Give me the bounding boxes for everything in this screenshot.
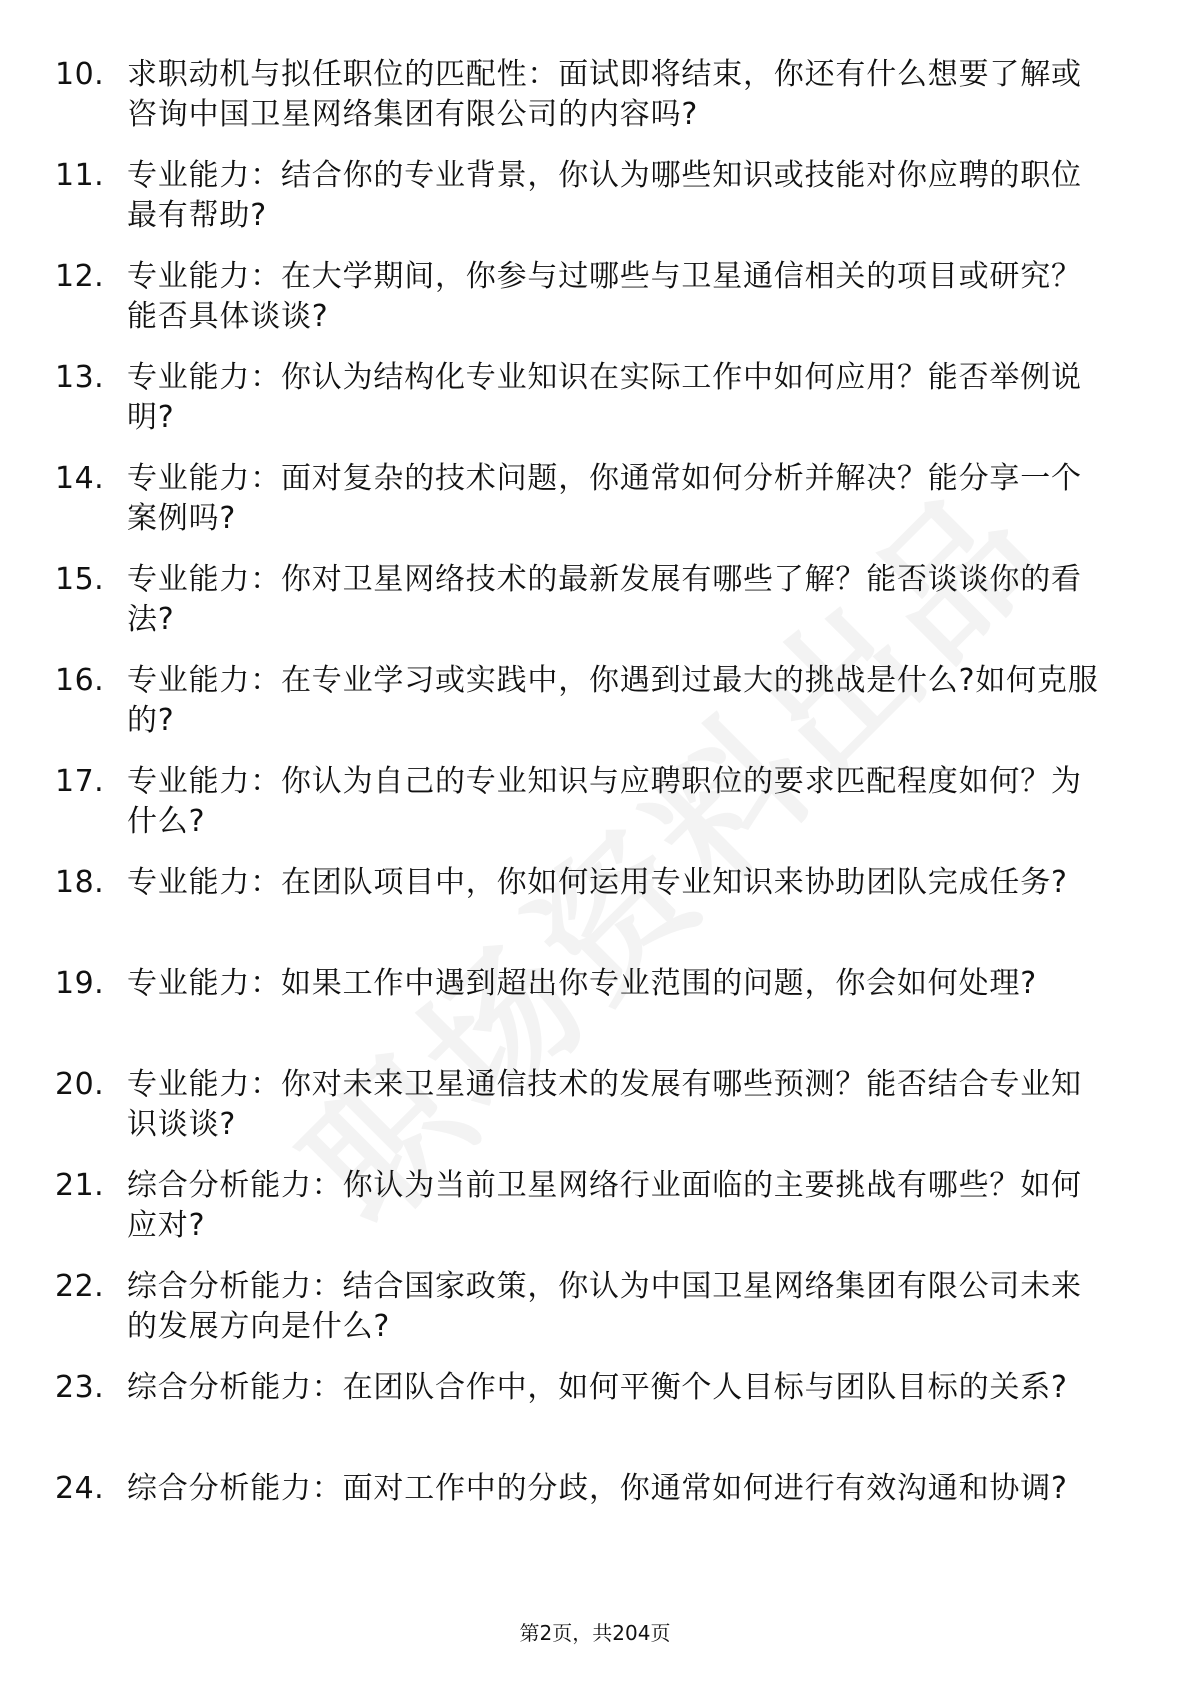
- question-text: 求职动机与拟任职位的匹配性：面试即将结束，你还有什么想要了解或咨询中国卫星网络集团有限公司的内容吗?: [127, 57, 1082, 132]
- question-item: [55, 1267, 1100, 1368]
- question-text: 综合分析能力：结合国家政策，你认为中国卫星网络集团有限公司未来的发展方向是什么?: [127, 1269, 1082, 1344]
- question-text: 专业能力：你对未来卫星通信技术的发展有哪些预测？能否结合专业知识谈谈?: [127, 1067, 1082, 1142]
- question-item: [55, 257, 1100, 358]
- question-number: 24.: [55, 1471, 105, 1506]
- question-text: 专业能力：在团队项目中，你如何运用专业知识来协助团队完成任务?: [127, 865, 1068, 900]
- question-item: [55, 459, 1100, 560]
- question-number: 10.: [55, 57, 105, 92]
- page-number-label: 第2页，共204页: [519, 1621, 671, 1645]
- question-text: 专业能力：结合你的专业背景，你认为哪些知识或技能对你应聘的职位最有帮助?: [127, 158, 1082, 233]
- question-item: [55, 156, 1100, 257]
- page-footer: [0, 1617, 1190, 1646]
- question-text: 综合分析能力：在团队合作中，如何平衡个人目标与团队目标的关系?: [127, 1370, 1068, 1405]
- question-number: 15.: [55, 562, 105, 597]
- question-item: [55, 1469, 1100, 1570]
- question-item: [55, 358, 1100, 459]
- question-text: 专业能力：你认为结构化专业知识在实际工作中如何应用？能否举例说明?: [127, 360, 1082, 435]
- question-number: 22.: [55, 1269, 105, 1304]
- question-number: 23.: [55, 1370, 105, 1405]
- question-item: [55, 1368, 1100, 1469]
- question-number: 13.: [55, 360, 105, 395]
- question-number: 18.: [55, 865, 105, 900]
- question-text: 专业能力：面对复杂的技术问题，你通常如何分析并解决？能分享一个案例吗?: [127, 461, 1082, 536]
- question-text: 综合分析能力：你认为当前卫星网络行业面临的主要挑战有哪些？如何应对?: [127, 1168, 1082, 1243]
- question-text: 专业能力：在大学期间，你参与过哪些与卫星通信相关的项目或研究？能否具体谈谈?: [127, 259, 1082, 334]
- question-item: [55, 964, 1100, 1065]
- question-item: [55, 661, 1100, 762]
- question-number: 14.: [55, 461, 105, 496]
- question-item: [55, 1166, 1100, 1267]
- question-number: 20.: [55, 1067, 105, 1102]
- question-text: 专业能力：如果工作中遇到超出你专业范围的问题，你会如何处理?: [127, 966, 1037, 1001]
- question-item: [55, 560, 1100, 661]
- question-text: 专业能力：你对卫星网络技术的最新发展有哪些了解？能否谈谈你的看法?: [127, 562, 1082, 637]
- question-item: [55, 762, 1100, 863]
- question-text: 专业能力：你认为自己的专业知识与应聘职位的要求匹配程度如何？为什么?: [127, 764, 1082, 839]
- question-number: 16.: [55, 663, 105, 698]
- question-item: [55, 863, 1100, 964]
- question-number: 21.: [55, 1168, 105, 1203]
- question-text: 综合分析能力：面对工作中的分歧，你通常如何进行有效沟通和协调?: [127, 1471, 1068, 1506]
- question-item: [55, 55, 1100, 156]
- question-number: 17.: [55, 764, 105, 799]
- question-number: 12.: [55, 259, 105, 294]
- question-number: 19.: [55, 966, 105, 1001]
- question-number: 11.: [55, 158, 105, 193]
- question-text: 专业能力：在专业学习或实践中，你遇到过最大的挑战是什么?如何克服的?: [127, 663, 1099, 738]
- question-list: [55, 55, 1100, 1570]
- question-item: [55, 1065, 1100, 1166]
